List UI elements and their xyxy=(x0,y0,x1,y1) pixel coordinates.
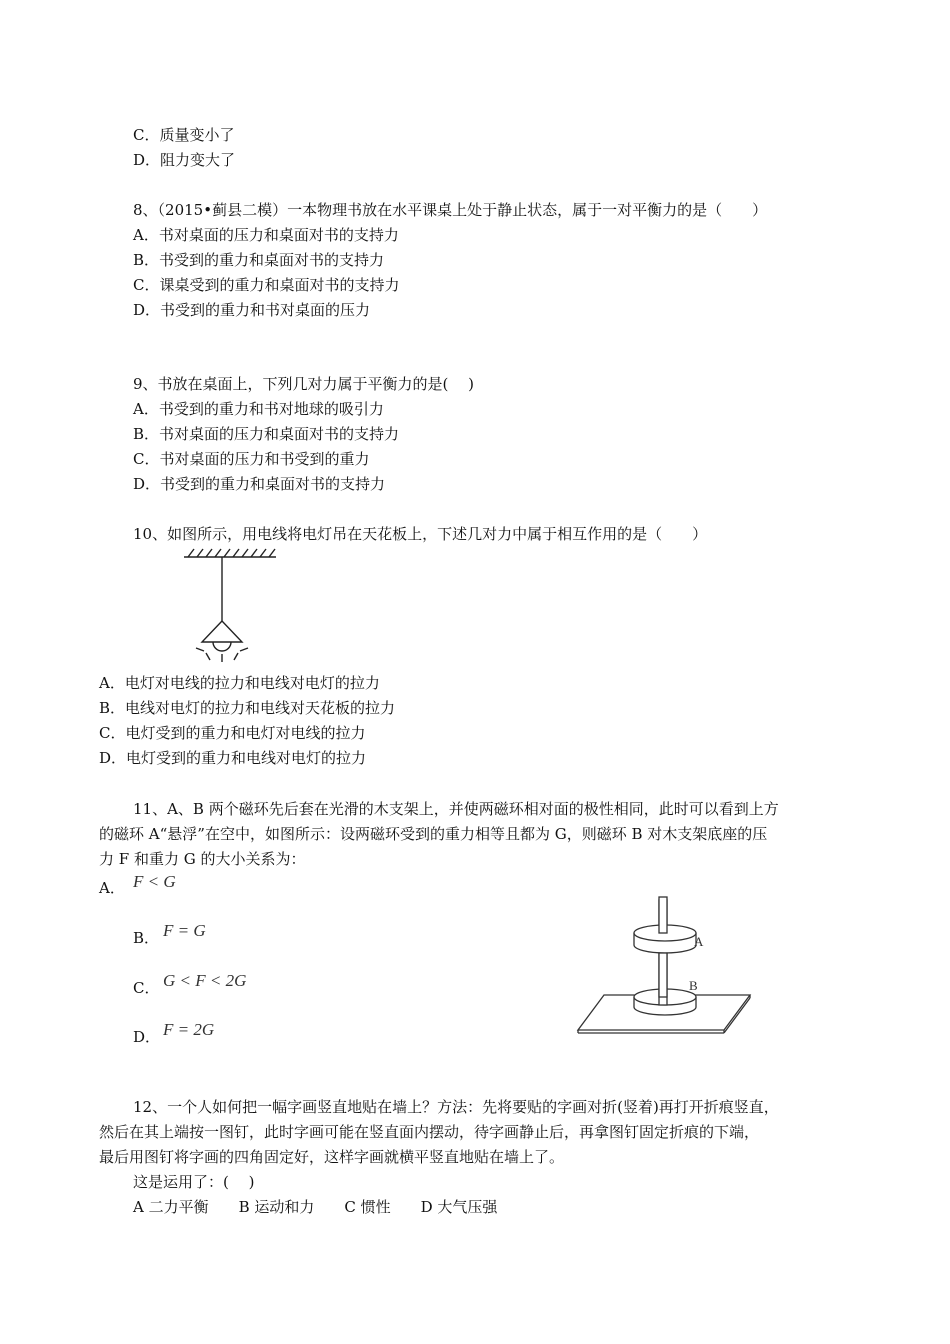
q12-stem-line1: 12、一个人如何把一幅字画竖直地贴在墙上？方法：先将要贴的字画对折(竖着)再打开折痕竖直， xyxy=(133,1098,779,1116)
q7-option-c: C．质量变小了 xyxy=(133,126,235,144)
q11-option-d-formula: F = 2G xyxy=(163,1020,215,1039)
q11-option-a-label: A． xyxy=(99,879,125,897)
q10-option-c: C．电灯受到的重力和电灯对电线的拉力 xyxy=(99,724,366,742)
q8-option-c: C．课桌受到的重力和桌面对书的支持力 xyxy=(133,276,400,294)
q8-stem: 8、（2015•蓟县二模）一本物理书放在水平课桌上处于静止状态，属于一对平衡力的是（ ） xyxy=(133,201,768,219)
q10-option-a: A．电灯对电线的拉力和电线对电灯的拉力 xyxy=(99,674,380,692)
ring-a-label: A xyxy=(694,934,704,949)
q12-stem-line4: 这是运用了：( ) xyxy=(133,1173,255,1191)
q11-stem-line3: 力 F 和重力 G 的大小关系为： xyxy=(99,850,306,868)
q11-option-a-formula: F < G xyxy=(133,872,176,891)
lamp-bulb xyxy=(213,642,231,651)
lamp-shade xyxy=(202,621,242,642)
q9-stem: 9、书放在桌面上，下列几对力属于平衡力的是( ) xyxy=(133,375,475,393)
q8-option-a: A．书对桌面的压力和桌面对书的支持力 xyxy=(133,226,399,244)
light-rays xyxy=(196,648,248,662)
q8-option-b: B．书受到的重力和桌面对书的支持力 xyxy=(133,251,385,269)
q11-stem-line2: 的磁环 A“悬浮”在空中，如图所示：设两磁环受到的重力相等且都为 G，则磁环 B 对木支架底座的压 xyxy=(99,825,768,843)
magnet-rings-figure xyxy=(574,895,754,1035)
q11-option-c-formula: G < F < 2G xyxy=(163,971,247,990)
q10-option-b: B．电线对电灯的拉力和电线对天花板的拉力 xyxy=(99,699,396,717)
q12-stem-line2: 然后在其上端按一图钉，此时字画可能在竖直面内摆动，待字画静止后，再拿图钉固定折痕的下端， xyxy=(99,1123,760,1141)
q11-stem-line1: 11、A、B 两个磁环先后套在光滑的木支架上，并使两磁环相对面的极性相同，此时可以看到上方 xyxy=(133,800,779,818)
magnet-ring-a xyxy=(634,897,696,953)
q11-option-b-formula: F = G xyxy=(163,921,206,940)
q12-options: A 二力平衡 B 运动和力 C 惯性 D 大气压强 xyxy=(133,1198,498,1216)
q9-option-d: D．书受到的重力和桌面对书的支持力 xyxy=(133,475,386,493)
q7-option-d: D．阻力变大了 xyxy=(133,151,236,169)
q11-option-c-label: C． xyxy=(133,979,160,997)
q11-option-d-label: D． xyxy=(133,1028,161,1046)
q12-stem-line3: 最后用图钉将字画的四角固定好，这样字画就横平竖直地贴在墙上了。 xyxy=(99,1148,565,1166)
ring-b-label: B xyxy=(689,978,698,993)
q9-option-c: C．书对桌面的压力和书受到的重力 xyxy=(133,450,370,468)
ceiling-hatch xyxy=(188,549,275,557)
q9-option-b: B．书对桌面的压力和桌面对书的支持力 xyxy=(133,425,400,443)
hanging-lamp-figure xyxy=(180,545,280,665)
q9-option-a: A．书受到的重力和书对地球的吸引力 xyxy=(133,400,384,418)
q11-option-b-label: B． xyxy=(133,929,160,947)
q8-option-d: D．书受到的重力和书对桌面的压力 xyxy=(133,301,371,319)
q10-option-d: D．电灯受到的重力和电线对电灯的拉力 xyxy=(99,749,367,767)
q10-stem: 10、如图所示，用电线将电灯吊在天花板上，下述几对力中属于相互作用的是（ ） xyxy=(133,525,708,543)
